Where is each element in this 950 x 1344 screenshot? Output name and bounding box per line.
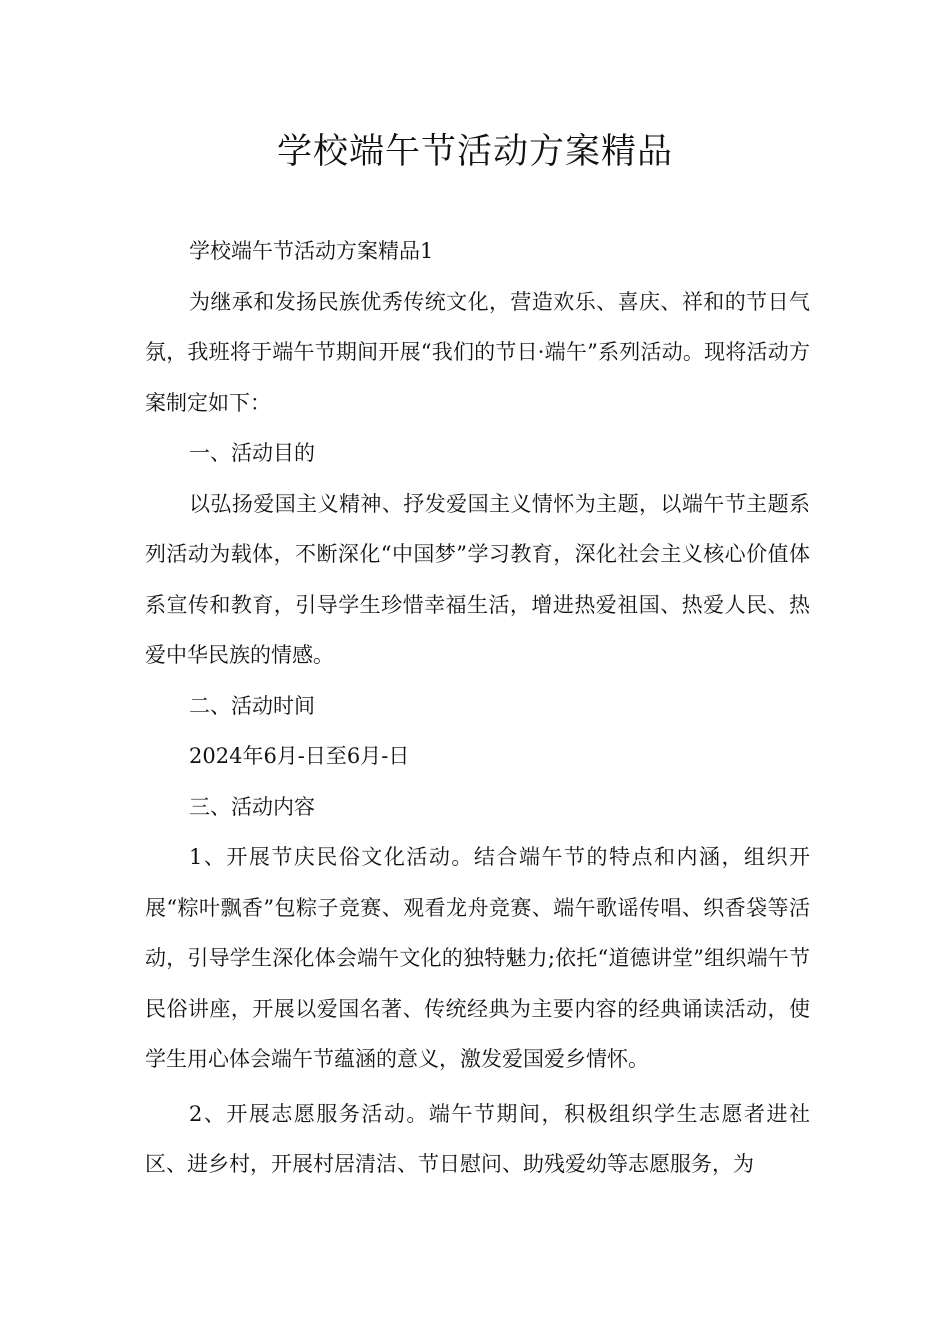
- time-paragraph: 2024年6月-日至6月-日: [189, 744, 410, 768]
- heading-purpose: 一、活动目的: [189, 441, 315, 465]
- content-item-1: 1、开展节庆民俗文化活动。结合端午节的特点和内涵，组织开展“粽叶飘香”包粽子竞赛、观看龙舟竞赛、端午歌谣传唱、织香袋等活动，引导学生深化体会端午文化的独特魅力;依托“道德讲堂”组织端午节民俗讲座，开展以爱国名著、传统经典为主要内容的经典诵读活动，使学生用心体会端午节蕴涵的意义，激发爱国爱乡情怀。: [145, 845, 810, 1071]
- document-body: [145, 226, 810, 1190]
- intro-paragraph: 为继承和发扬民族优秀传统文化，营造欢乐、喜庆、祥和的节日气氛，我班将于端午节期间开展“我们的节日·端午”系列活动。现将活动方案制定如下：: [145, 289, 810, 415]
- heading-content: 三、活动内容: [189, 794, 315, 819]
- heading-time: 二、活动时间: [189, 693, 315, 718]
- document-title: 学校端午节活动方案精品: [276, 132, 673, 172]
- purpose-paragraph: 以弘扬爱国主义精神、抒发爱国主义情怀为主题，以端午节主题系列活动为载体，不断深化“中国梦”学习教育，深化社会主义核心价值体系宣传和教育，引导学生珍惜幸福生活，增进热爱祖国、热爱人民、热爱中华民族的情感。: [145, 491, 810, 667]
- section-heading-1: 学校端午节活动方案精品1: [189, 239, 434, 263]
- content-item-2: 2、开展志愿服务活动。端午节期间，积极组织学生志愿者进社区、进乡村，开展村居清洁、节日慰问、助残爱幼等志愿服务，为: [145, 1101, 810, 1176]
